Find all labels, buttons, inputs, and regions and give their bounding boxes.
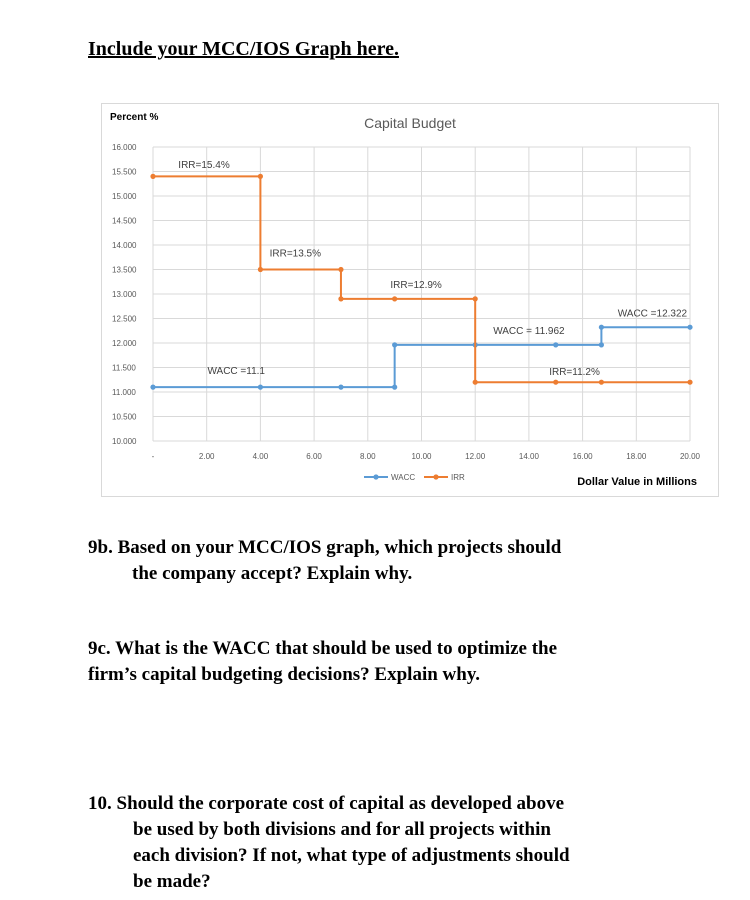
data-label: IRR=11.2% (549, 366, 600, 378)
question-9c-line-2: firm’s capital budgeting decisions? Explain why. (88, 664, 481, 685)
legend-marker-irr (433, 474, 438, 479)
chart-title: Capital Budget (364, 115, 456, 131)
question-9c-line-1: 9c. What is the WACC that should be used to optimize the (88, 638, 558, 659)
x-tick-label: 18.00 (626, 452, 647, 461)
capital-budget-chart (101, 103, 719, 497)
data-point-irr (473, 380, 478, 385)
data-point-wacc (150, 385, 155, 390)
x-tick-label: 14.00 (518, 452, 539, 461)
data-point-irr (473, 296, 478, 301)
data-point-irr (599, 380, 604, 385)
question-9c (88, 636, 708, 688)
question-10-line-2: be used by both divisions and for all projects within (133, 819, 551, 840)
y-tick-label: 10.000 (112, 437, 137, 446)
x-axis-label: Dollar Value in Millions (577, 476, 697, 488)
y-tick-label: 10.500 (112, 412, 137, 422)
y-tick-label: 14.500 (112, 216, 137, 226)
data-label: WACC = 11.962 (493, 325, 565, 337)
data-point-wacc (599, 325, 604, 330)
question-9b-line-1: 9b. Based on your MCC/IOS graph, which projects should (88, 537, 562, 558)
y-tick-label: 11.000 (112, 388, 136, 397)
x-tick-label: 16.00 (572, 452, 593, 461)
data-point-irr (338, 296, 343, 301)
x-tick-label: 4.00 (252, 452, 269, 461)
y-tick-label: 12.000 (112, 339, 137, 348)
legend-label-wacc: WACC (391, 473, 416, 482)
data-point-irr (150, 174, 155, 179)
y-tick-label: 13.500 (112, 265, 137, 275)
y-tick-label: 11.500 (112, 363, 136, 373)
data-label: IRR=15.4% (178, 160, 230, 172)
x-tick-label: - (151, 452, 155, 461)
data-point-wacc (258, 385, 263, 390)
y-tick-label: 13.000 (112, 290, 137, 299)
x-tick-label: 8.00 (360, 452, 376, 461)
question-10-line-4: be made? (133, 871, 211, 892)
data-label: IRR=12.9% (390, 280, 442, 292)
y-tick-label: 15.500 (112, 167, 137, 177)
data-label: IRR=13.5% (269, 248, 322, 260)
chart-canvas (102, 104, 718, 496)
legend-label-irr: IRR (451, 473, 465, 482)
page-heading: Include your MCC/IOS Graph here. (88, 38, 399, 60)
question-10-line-3: each division? If not, what type of adjustments should (133, 845, 570, 866)
data-point-wacc (599, 342, 604, 347)
data-point-wacc (338, 385, 343, 390)
data-point-wacc (392, 385, 397, 390)
x-tick-label: 2.00 (198, 452, 215, 461)
x-tick-label: 12.00 (465, 452, 486, 461)
legend-marker-wacc (373, 474, 378, 479)
data-point-wacc (553, 342, 558, 347)
x-tick-label: 6.00 (306, 452, 322, 461)
y-tick-label: 16.000 (112, 143, 137, 152)
data-point-wacc (687, 325, 692, 330)
y-axis-label: Percent % (110, 112, 159, 123)
data-point-irr (338, 267, 343, 272)
data-label: WACC =12.322 (617, 308, 688, 320)
x-tick-label: 10.00 (411, 452, 432, 461)
y-tick-label: 14.000 (112, 241, 137, 250)
data-point-irr (687, 380, 692, 385)
data-point-irr (258, 174, 263, 179)
y-tick-label: 12.500 (112, 314, 137, 324)
question-9b-line-2: the company accept? Explain why. (132, 563, 413, 584)
question-10-line-1: 10. Should the corporate cost of capital as developed above (88, 793, 565, 814)
data-point-wacc (392, 342, 397, 347)
y-tick-label: 15.000 (112, 192, 137, 201)
question-10 (88, 791, 708, 895)
data-point-irr (553, 380, 558, 385)
data-label: WACC =11.1 (207, 365, 266, 377)
data-point-irr (258, 267, 263, 272)
data-point-irr (392, 296, 397, 301)
question-9b (88, 535, 708, 587)
x-tick-label: 20.00 (679, 452, 701, 461)
